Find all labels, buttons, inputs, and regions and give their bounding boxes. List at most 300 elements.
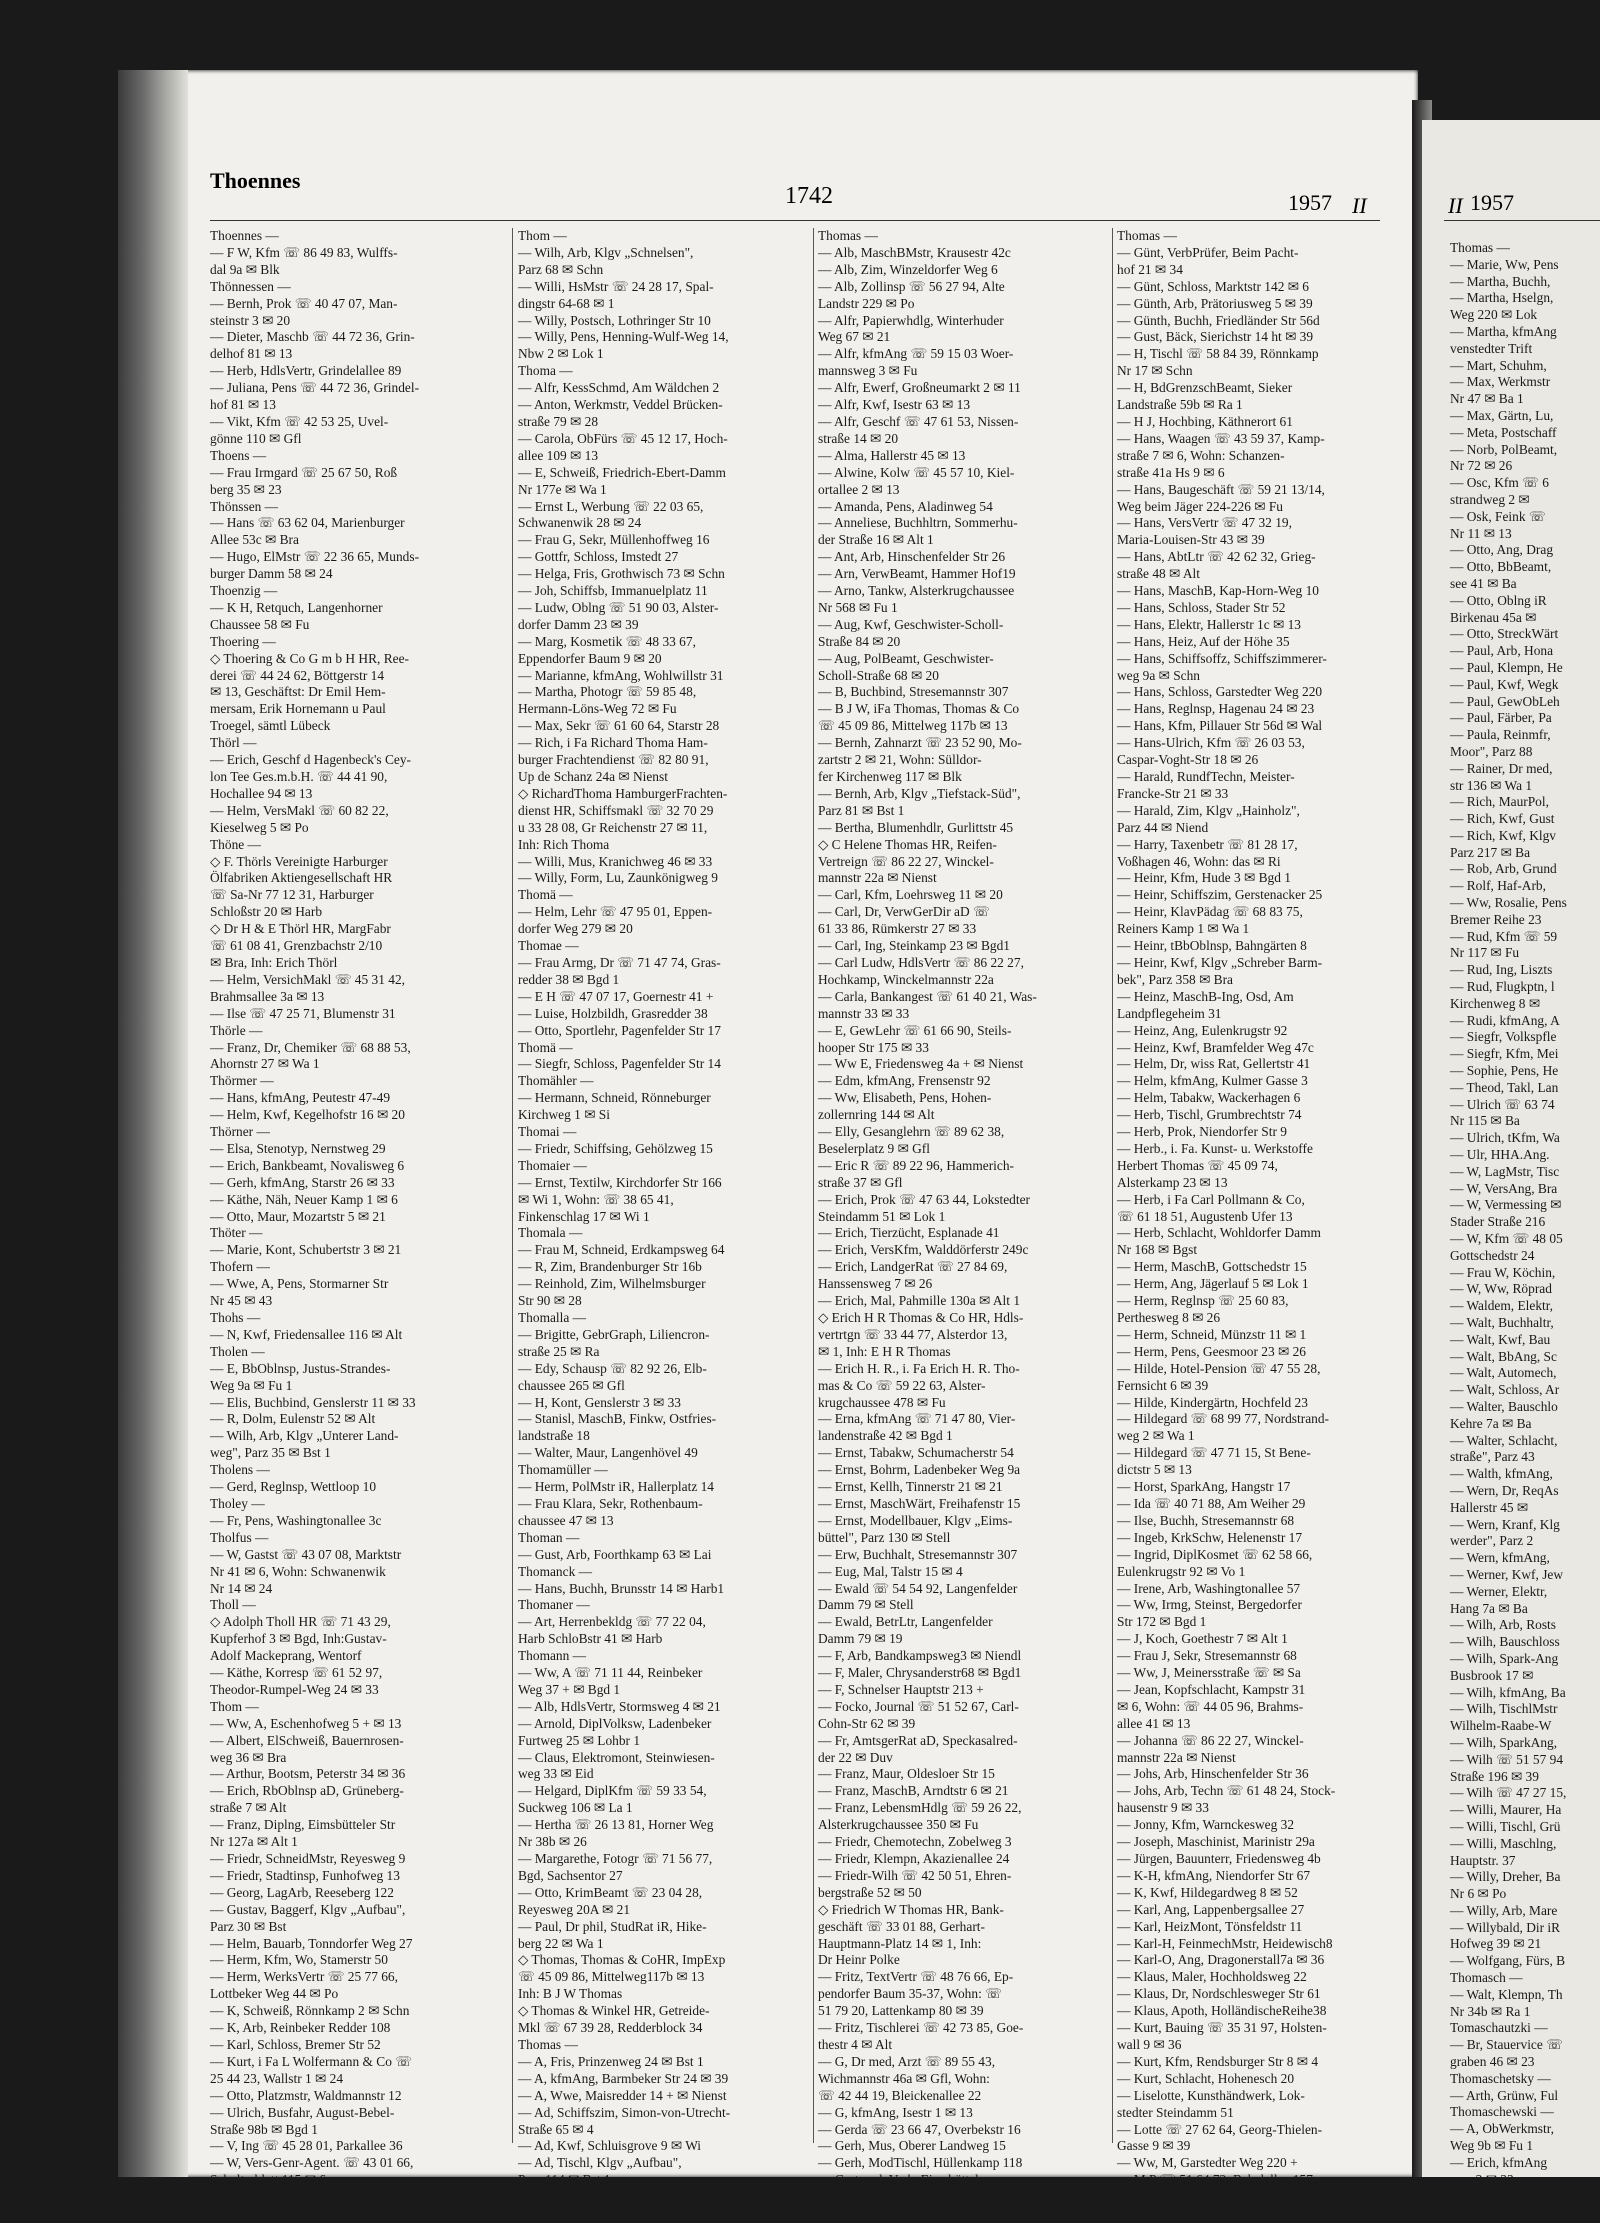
directory-entry-line: Thoma — <box>518 363 573 379</box>
directory-entry-line: — Anton, Werkmstr, Veddel Brücken- <box>518 397 723 413</box>
directory-entry-line: bergstraße 52 ✉ 50 <box>818 1884 922 1900</box>
directory-entry-line: — Franz, LebensmHdlg ☏ 59 26 22, <box>818 1800 1022 1816</box>
facing-entry-line: — Siegfr, Volkspfle <box>1450 1029 1557 1045</box>
directory-entry-line: — Ww, A, Eschenhofweg 5 + ✉ 13 <box>210 1715 402 1731</box>
directory-entry-line: pendorfer Baum 35-37, Wohn: ☏ <box>818 1986 1002 2002</box>
directory-entry-line: Nr 168 ✉ Bgst <box>1117 1242 1198 1258</box>
directory-entry-line: — Friedr, Klempn, Akazienallee 24 <box>818 1851 1010 1866</box>
directory-entry-line: Thörl — <box>210 735 257 751</box>
facing-entry-line: Thomasch — <box>1450 1970 1523 1986</box>
directory-entry-line: — Erich, RbOblnsp aD, Grüneberg- <box>210 1783 404 1799</box>
facing-entry-line: — Meta, Postschaff <box>1450 424 1557 440</box>
directory-entry-line: — E H ☏ 47 07 17, Goernestr 41 + <box>518 988 714 1004</box>
directory-entry-line: — Karl, Ang, Lappenbergsallee 27 <box>1117 1901 1305 1917</box>
facing-entry-line: — Willy, Dreher, Ba <box>1450 1869 1561 1885</box>
directory-entry-line: — Liselotte, Kunsthändwerk, Lok- <box>1117 2087 1305 2103</box>
volume-number: II <box>1352 193 1367 218</box>
facing-entry-line: — Marie, Ww, Pens <box>1450 256 1559 272</box>
directory-entry-line: — Helm, VersMakl ☏ 60 82 22, <box>210 802 389 818</box>
facing-entry-line: Nr 117 ✉ Fu <box>1450 945 1520 961</box>
facing-entry-line: — Walt, Klempn, Th <box>1450 1986 1563 2002</box>
facing-entry-line: Straße 196 ✉ 39 <box>1450 1768 1539 1784</box>
directory-entry-line: — Elis, Buchbind, Genslerstr 11 ✉ 33 <box>210 1394 416 1410</box>
facing-entry-line: — Wilh ☏ 47 27 15, <box>1450 1785 1567 1801</box>
directory-entry-line: — Hans ☏ 63 62 04, Marienburger <box>210 515 405 531</box>
facing-entry-line: Thomaschetsky — <box>1450 2070 1551 2086</box>
directory-entry-line: — Heinr, Kwf, Klgv „Schreber Barm- <box>1117 954 1323 970</box>
directory-entry-line: — A, Wwe, Maisredder 14 + ✉ Nienst <box>518 2087 727 2103</box>
directory-entry-line: — Horst, SparkAng, Hangstr 17 <box>1117 1479 1291 1495</box>
directory-entry-line: Bgd, Sachsentor 27 <box>518 1867 623 1883</box>
book-spine <box>118 70 188 2177</box>
directory-entry-line: — Friedr-Wilh ☏ 42 50 51, Ehren- <box>818 1867 1012 1883</box>
directory-entry-line: ◇ Dr H & E Thörl HR, MargFabr <box>210 921 391 937</box>
facing-entry-line: — Georg, BbOblAng <box>1450 2188 1566 2204</box>
directory-entry-line: — G, kfmAng, Isestr 1 ✉ 13 <box>818 2104 973 2120</box>
directory-entry-line: — Alb, Zollinsp ☏ 56 27 94, Alte <box>818 278 1005 294</box>
directory-entry-line: — Günth, Buchh, Friedländer Str 56d <box>1117 312 1320 328</box>
directory-entry-line: — Gust, Arb, Foorthkamp 63 ✉ Lai <box>518 1546 712 1562</box>
directory-entry-line: Parz 68 ✉ Schn <box>518 261 604 277</box>
facing-entry-line: — Sophie, Pens, He <box>1450 1063 1559 1079</box>
directory-entry-line: — Wwe, A, Pens, Stormarner Str <box>210 1276 389 1292</box>
directory-entry-line: ✉ 13, Geschäftst: Dr Emil Hem- <box>210 684 386 700</box>
directory-entry-line: — Herb, i Fa Carl Pollmann & Co, <box>1117 1191 1305 1207</box>
directory-entry-line: — F, Maler, Chrysanderstr68 ✉ Bgd1 <box>818 1665 1022 1681</box>
directory-entry-line: — Carla, Bankangest ☏ 61 40 21, Was- <box>818 988 1037 1004</box>
directory-entry-line: — Ingeb, KrkSchw, Helenenstr 17 <box>1117 1529 1303 1545</box>
directory-entry-line: — Art, Herrenbekldg ☏ 77 22 04, <box>518 1614 706 1630</box>
directory-entry-line: Thofern — <box>210 1259 270 1275</box>
directory-entry-line: — G, Dr med, Arzt ☏ 89 55 43, <box>818 2053 996 2069</box>
directory-entry-line: — Ernst, Tabakw, Schumacherstr 54 <box>818 1445 1014 1461</box>
directory-entry-line: Straße 98b ✉ Bgd 1 <box>210 2121 318 2137</box>
directory-entry-line: — K H, Retquch, Langenhorner <box>210 599 383 615</box>
directory-entry-line: — Alfr, kfmAng ☏ 59 15 03 Woer- <box>818 346 1014 362</box>
directory-entry-line: — K-H, kfmAng, Niendorfer Str 67 <box>1117 1867 1311 1883</box>
facing-entry-line: Nr 6 ✉ Po <box>1450 1886 1507 1902</box>
facing-entry-line: — Norb, PolBeamt, <box>1450 441 1558 457</box>
facing-entry-line: Weg 9b ✉ Fu 1 <box>1450 2138 1534 2154</box>
directory-entry-line: — Willy, Pens, Henning-Wulf-Weg 14, <box>518 329 729 345</box>
facing-entry-line: — Max, Werkmstr <box>1450 374 1551 390</box>
directory-entry-line: — Rich, i Fa Richard Thoma Ham- <box>518 735 708 751</box>
facing-entry-line: graben 46 ✉ 23 <box>1450 2054 1535 2070</box>
directory-entry-line: — Ww, A ☏ 71 11 44, Reinbeker <box>518 1665 703 1681</box>
directory-entry-line: — Ewald ☏ 54 54 92, Langenfelder <box>818 1580 1018 1596</box>
directory-entry-line: Harb SchloBstr 41 ✉ Harb <box>518 1631 663 1647</box>
facing-entry-line: — Rainer, Dr med, <box>1450 760 1553 776</box>
directory-entry-line: vertrtgn ☏ 33 44 77, Alsterdor 13, <box>818 1326 1008 1342</box>
facing-entry-line: Hofweg 39 ✉ 21 <box>1450 1936 1542 1952</box>
directory-entry-line: landstraße 18 <box>518 1428 590 1444</box>
directory-entry-line: geschäft ☏ 33 01 88, Gerhart- <box>818 1918 985 1934</box>
directory-entry-line: Up de Schanz 24a ✉ Nienst <box>518 769 668 784</box>
directory-column-3 <box>818 228 1110 2205</box>
facing-entry-line: Nr 47 ✉ Ba 1 <box>1450 391 1524 407</box>
facing-entry-line: — Arth, Grünw, Ful <box>1450 2087 1559 2103</box>
facing-entry-line: — Wilh, Arb, Rosts <box>1450 1617 1556 1633</box>
directory-entry-line: burger Damm 58 ✉ 24 <box>210 566 333 582</box>
directory-entry-line: — Erich, VersKfm, Walddörferstr 249c <box>818 1242 1029 1258</box>
directory-entry-line: — Karl-O, Ang, Dragonerstall7a ✉ 36 <box>1117 1952 1325 1968</box>
directory-entry-line: — Günt, Schloss, Marktstr 142 ✉ 6 <box>1117 278 1309 294</box>
facing-entry-line: — Walth, kfmAng, <box>1450 1466 1553 1482</box>
directory-entry-line: zartstr 2 ✉ 21, Wohn: Sülldor- <box>818 752 982 768</box>
directory-entry-line: — Heinz, MaschB-Ing, Osd, Am <box>1117 988 1294 1004</box>
facing-entry-line: Thomaschewski — <box>1450 2104 1554 2120</box>
directory-entry-line: — Käthe, Näh, Neuer Kamp 1 ✉ 6 <box>210 1191 398 1207</box>
directory-entry-line: — Friedr, Chemotechn, Zobelweg 3 <box>818 1834 1012 1850</box>
directory-entry-line: — Lotte ☏ 27 62 64, Georg-Thielen- <box>1117 2121 1323 2137</box>
facing-entry-line: — W, Vermessing ✉ <box>1450 1197 1562 1213</box>
facing-entry-line: — Wern, Dr, ReqAs <box>1450 1482 1559 1498</box>
directory-entry-line: mas & Co ☏ 59 22 63, Alster- <box>818 1377 986 1393</box>
directory-entry-line: allee 41 ✉ 13 <box>1117 1715 1191 1731</box>
directory-entry-line: Thomamüller — <box>518 1462 608 1478</box>
directory-entry-line: weg 33 ✉ Eid <box>518 1766 594 1782</box>
directory-entry-line: — Arno, Tankw, Alsterkrugchaussee <box>818 583 1015 599</box>
directory-entry-line: — Willi, Mus, Kranichweg 46 ✉ 33 <box>518 853 713 869</box>
directory-entry-line: ✉ 1, Inh: E H R Thomas <box>818 1343 951 1359</box>
facing-entry-line: — Rud, Ing, Liszts <box>1450 962 1553 978</box>
directory-entry-line: berg 35 ✉ 23 <box>210 481 282 497</box>
directory-entry-line: Kirchweg 1 ✉ Si <box>518 1107 610 1123</box>
directory-entry-line: Voßhagen 46, Wohn: das ✉ Ri <box>1117 853 1281 869</box>
directory-entry-line: — Reinhold, Zim, Wilhelmsburger <box>518 1276 706 1292</box>
directory-entry-line: Tholfus — <box>210 1529 269 1545</box>
facing-entry-line: — Walt, Schloss, Ar <box>1450 1382 1560 1398</box>
directory-entry-line: — Juliana, Pens ☏ 44 72 36, Grindel- <box>210 380 420 396</box>
directory-entry-line: — R, Zim, Brandenburger Str 16b <box>518 1259 702 1275</box>
directory-entry-line: — Helm, kfmAng, Kulmer Gasse 3 <box>1117 1073 1308 1089</box>
facing-entry-line: — Willi, Maurer, Ha <box>1450 1802 1562 1818</box>
directory-entry-line: — Harry, Taxenbetr ☏ 81 28 17, <box>1117 836 1298 852</box>
directory-entry-line: — Hermann, Schneid, Rönneburger <box>518 1090 711 1106</box>
facing-entry-line: — Rich, Kwf, Klgv <box>1450 827 1557 843</box>
directory-entry-line: Allee 53c ✉ Bra <box>210 532 299 548</box>
facing-entry-line: — Erich, kfmAng <box>1450 2154 1548 2170</box>
directory-entry-line: — Friedr, Schiffsing, Gehölzweg 15 <box>518 1140 713 1156</box>
facing-entry-line: — Paul, Kwf, Wegk <box>1450 676 1559 692</box>
facing-entry-line: — Walter, Bauschlo <box>1450 1398 1558 1414</box>
directory-entry-line: — Helm, VersichMakl ☏ 45 31 42, <box>210 971 406 987</box>
directory-entry-line: Francke-Str 21 ✉ 33 <box>1117 785 1229 801</box>
directory-entry-line: — Otto, Sportlehr, Pagenfelder Str 17 <box>518 1022 721 1038</box>
directory-entry-line: — Wilh, Arb, Klgv „Schnelsen", <box>518 244 694 260</box>
directory-entry-line: Ahornstr 27 ✉ Wa 1 <box>210 1056 320 1072</box>
directory-entry-line: weg 2 ✉ Wa 1 <box>1117 1428 1195 1444</box>
facing-entry-line: Nr 11 ✉ 13 <box>1450 525 1512 541</box>
directory-entry-line: dictstr 5 ✉ 13 <box>1117 1462 1192 1478</box>
facing-entry-line: — Ww, Rosalie, Pens <box>1450 895 1567 911</box>
running-head-name: Thoennes <box>210 168 301 193</box>
directory-entry-line: — Ww, Elisabeth, Pens, Hohen- <box>818 1090 992 1106</box>
directory-entry-line: — Erich H. R., i. Fa Erich H. R. Tho- <box>818 1360 1020 1376</box>
directory-entry-line: — Otto, Maur, Mozartstr 5 ✉ 21 <box>210 1208 386 1224</box>
directory-entry-line: — Otto, Platzmstr, Waldmannstr 12 <box>210 2087 402 2103</box>
directory-entry-line: — Vikt, Kfm ☏ 42 53 25, Uvel- <box>210 413 389 429</box>
facing-entry-line: — Rich, MaurPol, <box>1450 794 1549 810</box>
directory-entry-line: Inh: B J W Thomas <box>518 1986 623 2002</box>
directory-entry-line: Nr 41 ✉ 6, Wohn: Schwanenwik <box>210 1563 386 1579</box>
column-divider <box>813 228 814 2143</box>
directory-entry-line: — Ww E, Friedensweg 4a + ✉ Nienst <box>818 1056 1024 1072</box>
directory-entry-line: — Heinr, tBbOblnsp, Bahngärten 8 <box>1117 938 1307 954</box>
directory-entry-line: — V, Ing ☏ 45 28 01, Parkallee 36 <box>210 2138 403 2154</box>
directory-entry-line: — Klaus, Dr, Nordschlesweger Str 61 <box>1117 1986 1321 2002</box>
directory-entry-line: steinstr 3 ✉ 20 <box>210 312 291 328</box>
directory-entry-line: — Herm, PolMstr iR, Hallerplatz 14 <box>518 1479 714 1495</box>
directory-entry-line: Thomanck — <box>518 1563 593 1579</box>
directory-entry-line: — Günt, VerbPrüfer, Beim Pacht- <box>1117 244 1299 260</box>
directory-entry-line: — Bernh, Arb, Klgv „Tiefstack-Süd", <box>818 785 1021 801</box>
facing-entry-line: — Wilh, kfmAng, Ba <box>1450 1684 1566 1700</box>
directory-entry-line: — Ernst, MaschWärt, Freihafenstr 15 <box>818 1495 1021 1511</box>
directory-entry-line: — Herm, Ang, Jägerlauf 5 ✉ Lok 1 <box>1117 1276 1309 1292</box>
directory-entry-line: Thomä — <box>518 887 573 903</box>
facing-entry-line: Wilhelm-Raabe-W <box>1450 1718 1552 1734</box>
directory-entry-line: Fernsicht 6 ✉ 39 <box>1117 1377 1209 1393</box>
directory-entry-line: — Ad, Kwf, Wilmansstr 45 ✉ Wi 1 <box>518 2189 709 2205</box>
directory-entry-line: straße 14 ✉ 20 <box>818 430 899 446</box>
directory-entry-line: — Herm, Pens, Geesmoor 23 ✉ 26 <box>1117 1343 1306 1359</box>
directory-entry-line: straße 79 ✉ 28 <box>518 413 599 429</box>
directory-entry-line: — Gustav, Baggerf, Klgv „Aufbau", <box>210 1901 406 1917</box>
directory-entry-line: — Martha, Photogr ☏ 59 85 48, <box>518 684 697 700</box>
directory-entry-line: — Otto, KrimBeamt ☏ 23 04 28, <box>518 1884 703 1900</box>
directory-entry-line: Thöne — <box>210 836 261 852</box>
directory-entry-line: — Karl-H, FeinmechMstr, Heidewisch8 <box>1117 1935 1333 1951</box>
directory-entry-line: — Anneliese, Buchhltrn, Sommerhu- <box>818 515 1018 531</box>
directory-entry-line: Parz 81 ✉ Bst 1 <box>818 802 905 818</box>
directory-entry-line: Hermann-Löns-Weg 72 ✉ Fu <box>518 701 677 717</box>
directory-entry-line: Weg 9a ✉ Fu 1 <box>210 1377 293 1393</box>
directory-entry-line: — Ernst, Bohrm, Ladenbeker Weg 9a <box>818 1462 1021 1478</box>
directory-entry-line: — Ad, BbArb, Arnkielstr 14 ✉ Alt1 <box>518 2206 712 2222</box>
directory-entry-line: — Ww, M, Garstedter Weg 220 + <box>1117 2155 1298 2171</box>
facing-entry-line: — Werner, Elektr, <box>1450 1583 1548 1599</box>
directory-entry-line: hof 81 ✉ 13 <box>210 397 276 413</box>
directory-entry-line: — Jonny, Kfm, Warnckesweg 32 <box>1117 1817 1295 1833</box>
facing-entry-line: — Wilh, TischlMstr <box>1450 1701 1558 1717</box>
facing-entry-line: Thomas — <box>1450 240 1510 255</box>
directory-entry-line: ✉ 6, Wohn: ☏ 44 05 96, Brahms- <box>1117 1698 1304 1714</box>
facing-entry-line: — Rud, Kfm ☏ 59 <box>1450 928 1558 944</box>
directory-entry-line: — Stanisl, MaschB, Finkw, Ostfries- <box>518 1411 717 1427</box>
directory-entry-line: hausenstr 9 ✉ 33 <box>1117 1800 1209 1816</box>
directory-entry-line: — Erich, Geschf d Hagenbeck's Cey- <box>210 752 411 768</box>
directory-entry-line: — H, Kont, Genslerstr 3 ✉ 33 <box>518 1394 681 1410</box>
directory-entry-line: Hochallee 94 ✉ 13 <box>210 785 313 801</box>
directory-entry-line: Thomai — <box>518 1124 577 1140</box>
directory-entry-line: — Helga, Fris, Grothwisch 73 ✉ Schn <box>518 566 725 582</box>
directory-entry-line: weg 36 ✉ Bra <box>210 1749 287 1765</box>
directory-entry-line: — Ernst L, Werbung ☏ 22 03 65, <box>518 498 704 514</box>
facing-entry-line: — Willi, Tischl, Grü <box>1450 1818 1561 1834</box>
directory-entry-line: redder 38 ✉ Bgd 1 <box>518 971 620 987</box>
facing-entry-line: Nr 34b ✉ Ra 1 <box>1450 2003 1531 2019</box>
directory-entry-line: — Joh, Schiffsb, Immanuelplatz 11 <box>518 583 708 599</box>
directory-entry-line: — E, Schweiß, Friedrich-Ebert-Damm <box>518 464 726 480</box>
directory-entry-line: — Herb, HdlsVertr, Grindelallee 89 <box>210 363 402 379</box>
directory-entry-line: Troegel, sämtl Lübeck <box>210 718 331 734</box>
directory-entry-line: Weg beim Jäger 224-226 ✉ Fu <box>1117 498 1283 514</box>
directory-entry-line: — Klaus, Apoth, HolländischeReihe38 <box>1117 2003 1327 2019</box>
directory-entry-line: Steindamm 51 ✉ Lok 1 <box>818 1208 946 1224</box>
directory-entry-line: Nbw 2 ✉ Lok 1 <box>518 346 604 362</box>
directory-entry-line: — Hans, Elektr, Hallerstr 1c ✉ 13 <box>1117 616 1301 632</box>
directory-entry-line: — Gerda ☏ 23 66 47, Overbekstr 16 <box>818 2121 1021 2137</box>
directory-entry-line: Nr 45 ✉ 43 <box>210 1293 273 1309</box>
directory-entry-line: chaussee 265 ✉ Gfl <box>518 1377 625 1393</box>
facing-entry-line: — Frau W, Köchin, <box>1450 1264 1556 1280</box>
directory-entry-line: — Ilse ☏ 47 25 71, Blumenstr 31 <box>210 1005 396 1021</box>
directory-entry-line: — Gerh, ModTischl, Hüllenkamp 118 <box>818 2155 1023 2171</box>
facing-entry-line: Hallerstr 45 ✉ <box>1450 1499 1529 1515</box>
directory-entry-line: fer Kirchenweg 117 ✉ Blk <box>818 769 962 784</box>
facing-entry-line: — Werner, Kwf, Jew <box>1450 1566 1564 1582</box>
directory-entry-line: ◇ Thoering & Co G m b H HR, Ree- <box>210 650 409 666</box>
directory-entry-line: — Ernst, Textilw, Kirchdorfer Str 166 <box>518 1174 722 1190</box>
directory-entry-line: Tholen — <box>210 1343 265 1359</box>
facing-entry-line: — Otto, BbBeamt, <box>1450 559 1552 575</box>
facing-entry-line: — Rud, Flugkptn, l <box>1450 979 1555 995</box>
directory-entry-line: — Frau G, Sekr, Müllenhoffweg 16 <box>518 532 710 548</box>
facing-entry-line: — Wern, kfmAng, <box>1450 1550 1550 1566</box>
directory-entry-line: — Franz, Maur, Oldesloer Str 15 <box>818 1766 995 1782</box>
facing-entry-line: — Paul, Färber, Pa <box>1450 710 1552 726</box>
directory-entry-line: Landstr 229 ✉ Po <box>818 295 915 311</box>
directory-entry-line: Hauptmann-Platz 14 ✉ 1, Inh: <box>818 1935 982 1951</box>
facing-entry-line: — A, ObWerkmstr, <box>1450 2121 1555 2137</box>
directory-entry-line: Tholey — <box>210 1495 265 1511</box>
directory-entry-line: burger Frachtendienst ☏ 82 80 91, <box>518 752 709 768</box>
directory-entry-line: — Georg, LagArb, Reeseberg 122 <box>210 1884 394 1900</box>
directory-entry-line: Nr 568 ✉ Fu 1 <box>818 599 898 615</box>
directory-entry-line: mersam, Erik Hornemann u Paul <box>210 701 386 717</box>
facing-page-volume: II <box>1448 193 1463 218</box>
facing-entry-line: mannhöhe 15 ✉ <box>1450 2205 1538 2221</box>
directory-entry-line: ☏ 45 09 86, Mittelweg 117b ✉ 13 <box>818 718 1008 734</box>
directory-entry-line: 61 33 86, Rümkerstr 27 ✉ 33 <box>818 921 977 937</box>
facing-entry-line: Stader Straße 216 <box>1450 1214 1546 1230</box>
directory-entry-line: — Gertraud, Verk, Eimsbütteler <box>818 2172 990 2188</box>
facing-entry-line: — Wilh, Spark-Ang <box>1450 1650 1559 1666</box>
directory-entry-line: — Margarethe, Fotogr ☏ 71 56 77, <box>518 1851 713 1866</box>
directory-entry-line: Thörle — <box>210 1022 263 1038</box>
directory-entry-line: — Franz, MaschB, Arndtstr 6 ✉ 21 <box>818 1783 1009 1799</box>
directory-entry-line: — Ant, Arb, Hinschenfelder Str 26 <box>818 549 1006 565</box>
directory-entry-line: ◇ RichardThoma HamburgerFrachten- <box>518 785 728 801</box>
directory-entry-line: — Arn, VerwBeamt, Hammer Hof19 <box>818 566 1016 582</box>
directory-entry-line: — F W, Kfm ☏ 86 49 83, Wulffs- <box>210 244 398 260</box>
directory-entry-line: Weg 37 + ✉ Bgd 1 <box>518 1681 621 1697</box>
directory-entry-line: — Carl, Kfm, Loehrsweg 11 ✉ 20 <box>818 887 1003 903</box>
directory-entry-line: Schwanenwik 28 ✉ 24 <box>518 515 642 531</box>
directory-entry-line: — Herb, Schlacht, Wohldorfer Damm <box>1117 1225 1321 1241</box>
facing-entry-line: — Rudi, kfmAng, A <box>1450 1012 1560 1028</box>
directory-entry-line: — R, Dolm, Eulenstr 52 ✉ Alt <box>210 1411 376 1427</box>
directory-entry-line: — Frau Klara, Sekr, Rothenbaum- <box>518 1495 703 1511</box>
facing-entry-line: Birkenau 45a ✉ <box>1450 609 1537 625</box>
directory-entry-line: mannstr 22a ✉ Nienst <box>818 870 937 886</box>
directory-entry-line: — Dieter, Maschb ☏ 44 72 36, Grin- <box>210 329 415 345</box>
directory-entry-line: — Ernst, Kellh, Tinnerstr 21 ✉ 21 <box>818 1479 1003 1495</box>
facing-entry-line: werder", Parz 2 <box>1450 1533 1534 1549</box>
directory-entry-line: — Alb, MaschBMstr, Krausestr 42c <box>818 244 1011 260</box>
facing-entry-line: — Siegfr, Kfm, Mei <box>1450 1046 1559 1062</box>
directory-entry-line: — Joseph, Maschinist, Marinistr 29a <box>1117 1834 1315 1850</box>
directory-entry-line: Thoenzig — <box>210 583 278 599</box>
directory-entry-line: der Straße 16 ✉ Alt 1 <box>818 532 934 548</box>
directory-entry-line: — Hans-Ulrich, Kfm ☏ 26 03 53, <box>1117 735 1305 751</box>
directory-entry-line: Tholens — <box>210 1462 270 1478</box>
directory-entry-line: — Heinr, Schiffszim, Gerstenacker 25 <box>1117 887 1323 903</box>
facing-entry-line: — Walt, Buchhaltr, <box>1450 1315 1554 1330</box>
directory-entry-line: — Herb, Tischl, Grumbrechtstr 74 <box>1117 1107 1302 1123</box>
directory-entry-line: — Fritz, TextVertr ☏ 48 76 66, Ep- <box>818 1969 1014 1985</box>
directory-entry-line: Perthesweg 8 ✉ 26 <box>1117 1310 1221 1325</box>
facing-entry-line: — Ulr, HHA.Ang. <box>1450 1147 1550 1163</box>
directory-entry-line: — Alb, HdlsVertr, Stormsweg 4 ✉ 21 <box>518 1698 721 1714</box>
directory-entry-line: Brahmsallee 3a ✉ 13 <box>210 988 325 1004</box>
directory-entry-line: — W, Gastst ☏ 43 07 08, Marktstr <box>210 1546 402 1562</box>
directory-entry-line: — Hans, VersVertr ☏ 47 32 19, <box>1117 515 1292 531</box>
directory-entry-line: stedter Steindamm 51 <box>1117 2104 1234 2120</box>
directory-entry-line: — Luise, Holzbildh, Grasredder 38 <box>518 1005 708 1021</box>
directory-entry-line: — H, Tischl ☏ 58 84 39, Rönnkamp <box>1117 346 1319 362</box>
facing-entry-line: — Rob, Arb, Grund <box>1450 861 1557 877</box>
directory-entry-line: Landstraße 59b ✉ Ra 1 <box>1117 397 1243 413</box>
facing-entry-line: strandweg 2 ✉ <box>1450 491 1530 507</box>
directory-entry-line: — Erich, Bankbeamt, Novalisweg 6 <box>210 1157 405 1173</box>
directory-entry-line: Nr 14 ✉ 24 <box>210 1580 273 1596</box>
directory-entry-line: — Johanna ☏ 86 22 27, Winckel- <box>1117 1732 1304 1748</box>
directory-entry-line: — Kurt, Bauing ☏ 35 31 97, Holsten- <box>1117 2020 1327 2036</box>
directory-entry-line: Ölfabriken Aktiengesellschaft HR <box>210 870 393 886</box>
directory-entry-line: — Willi, HsMstr ☏ 24 28 17, Spal- <box>518 278 714 294</box>
directory-entry-line: — Hans, Schiffsoffz, Schiffszimmerer- <box>1117 650 1327 666</box>
directory-entry-line: Mkl ☏ 67 39 28, Redderblock 34 <box>518 2020 703 2036</box>
directory-entry-line: — Johs, Arb, Techn ☏ 61 48 24, Stock- <box>1117 1783 1336 1799</box>
directory-entry-line: Reyesweg 20A ✉ 21 <box>518 1901 631 1917</box>
facing-entry-line: — Wilh ☏ 51 57 94 <box>1450 1751 1564 1767</box>
facing-entry-line: — Mart, Schuhm, <box>1450 357 1547 373</box>
directory-entry-line: — Marg, Kosmetik ☏ 48 33 67, <box>518 633 696 649</box>
facing-entry-line: — Paula, Reinmfr, <box>1450 727 1551 743</box>
directory-entry-line: Suckweg 106 ✉ La 1 <box>518 1800 633 1816</box>
directory-entry-line: Straße 65 ✉ 4 <box>518 2121 594 2137</box>
directory-entry-line: — Carl, Ing, Steinkamp 23 ✉ Bgd1 <box>818 938 1010 954</box>
directory-entry-line: — Paul, Dr phil, StudRat iR, Hike- <box>518 1918 707 1934</box>
directory-entry-line: Maria-Louisen-Str 43 ✉ 39 <box>1117 532 1265 548</box>
directory-entry-line: — Erw, Buchhalt, Stresemannstr 307 <box>818 1546 1018 1562</box>
directory-entry-line: — Focko, Journal ☏ 51 52 67, Carl- <box>818 1698 1019 1714</box>
directory-entry-line: — Arnold, DiplVolksw, Ladenbeker <box>518 1715 712 1731</box>
directory-entry-line: — Gerh, kfmAng, Starstr 26 ✉ 33 <box>210 1174 395 1190</box>
directory-entry-line: chaussee 47 ✉ 13 <box>518 1512 614 1528</box>
directory-entry-line: — Alfr, Kwf, Isestr 63 ✉ 13 <box>818 397 971 413</box>
directory-entry-line: Vertreign ☏ 86 22 27, Winckel- <box>818 853 994 869</box>
directory-entry-line: — Friedr, Stadtinsp, Funhofweg 13 <box>210 1867 400 1883</box>
facing-entry-line: — Osc, Kfm ☏ 6 <box>1450 475 1549 491</box>
directory-column-1 <box>210 228 502 2188</box>
directory-entry-line: ◇ Adolph Tholl HR ☏ 71 43 29, <box>210 1614 391 1630</box>
directory-entry-line: Straße 84 ✉ 20 <box>818 633 901 649</box>
directory-entry-line: — Heinr, KlavPädag ☏ 68 83 75, <box>1117 904 1303 920</box>
directory-entry-line: — Fr, Pens, Washingtonallee 3c <box>210 1512 382 1528</box>
